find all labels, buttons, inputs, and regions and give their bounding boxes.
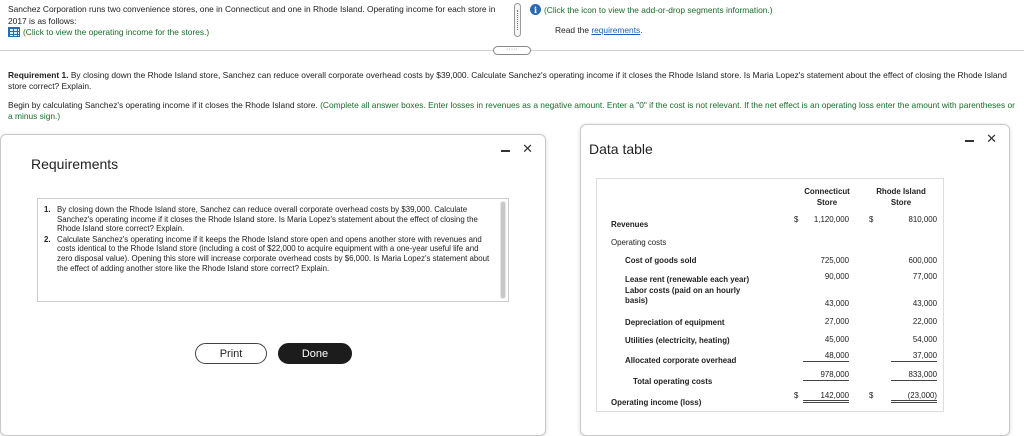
minimize-icon[interactable] — [965, 140, 974, 142]
row-label-depreciation: Depreciation of equipment — [625, 318, 725, 327]
requirements-scrollbar[interactable] — [500, 201, 506, 299]
done-button[interactable]: Done — [278, 343, 352, 364]
column-header-line: Store — [816, 198, 838, 207]
cell-utilities-ri: 54,000 — [912, 335, 937, 344]
cell-total-ct: 978,000 — [803, 370, 849, 381]
answer-instruction: (Complete all answer boxes. Enter losses in revenues as a negative amount. Enter a "0" if the cost is not relevant. If the net effect is an operating loss enter the amount with parentheses or a minus sign.) — [8, 100, 1015, 121]
begin-text: Begin by calculating Sanchez's operating income if it closes the Rhode Island store. — [8, 100, 318, 110]
operating-income-link[interactable] — [8, 27, 209, 37]
cell-overhead-ct: 48,000 — [803, 351, 849, 362]
cell-income-ri: (23,000) — [891, 391, 937, 403]
row-label-revenues: Revenues — [611, 220, 649, 229]
row-label-lease: Lease rent (renewable each year) — [625, 275, 750, 284]
operating-income-link-text[interactable]: (Click to view the operating income for the stores.) — [23, 27, 210, 37]
cell-income-ct: 142,000 — [803, 391, 849, 403]
requirements-modal — [0, 134, 546, 436]
minimize-icon[interactable] — [501, 150, 510, 152]
column-header-line: Rhode Island — [876, 187, 926, 196]
column-header-line: Connecticut — [804, 187, 850, 196]
column-header-connecticut — [792, 186, 862, 208]
segments-info-link[interactable] — [530, 4, 773, 15]
read-the-text: Read the — [555, 25, 589, 35]
requirement-1-label: Requirement 1. — [8, 70, 69, 80]
row-label-labor — [625, 286, 740, 306]
currency-symbol: $ — [869, 391, 874, 400]
cell-lease-ri: 77,000 — [912, 272, 937, 281]
begin-instruction — [8, 100, 1020, 121]
cell-overhead-ri: 37,000 — [891, 351, 937, 362]
cell-total-ri: 833,000 — [891, 370, 937, 381]
cell-lease-ct: 90,000 — [824, 272, 849, 281]
column-header-line: Store — [890, 198, 912, 207]
print-button[interactable]: Print — [195, 343, 267, 364]
requirement-text: By closing down the Rhode Island store, Sanchez can reduce overall corporate overhead costs by $39,000. Calculate Sanchez's operating income if it closes the Rhode Island store. Is Maria Lopez's statement about the effect of closing the Rhode Island store correct? Explain. — [57, 205, 478, 234]
row-label-operating-income: Operating income (loss) — [611, 398, 702, 407]
cell-depreciation-ct: 27,000 — [824, 317, 849, 326]
cell-revenues-ri: 810,000 — [908, 215, 937, 224]
problem-intro: Sanchez Corporation runs two convenience stores, one in Connecticut and one in Rhode Island. Operating income for each store in 2017 is as follows: — [8, 4, 496, 26]
segments-info-link-text[interactable]: (Click the icon to view the add-or-drop segments information.) — [544, 4, 773, 15]
row-label-operating-costs: Operating costs — [611, 238, 667, 247]
currency-symbol: $ — [794, 215, 799, 224]
currency-symbol: $ — [869, 215, 874, 224]
read-requirements-line — [555, 25, 643, 35]
data-window-controls — [965, 131, 997, 147]
row-label-line: basis) — [625, 296, 648, 305]
data-table-modal — [580, 124, 1010, 436]
requirements-link[interactable]: requirements — [591, 25, 641, 35]
cell-labor-ri: 43,000 — [912, 299, 937, 308]
column-header-rhode-island — [866, 186, 936, 208]
requirements-title: Requirements — [31, 156, 119, 172]
close-icon[interactable]: ✕ — [522, 141, 533, 156]
row-label-utilities: Utilities (electricity, heating) — [625, 336, 730, 345]
table-icon[interactable] — [8, 27, 20, 37]
cell-labor-ct: 43,000 — [824, 299, 849, 308]
cell-depreciation-ri: 22,000 — [912, 317, 937, 326]
row-label-total: Total operating costs — [633, 377, 713, 386]
cell-cogs-ri: 600,000 — [908, 256, 937, 265]
vertical-splitter[interactable] — [514, 3, 521, 37]
data-table — [596, 178, 944, 412]
cell-revenues-ct: 1,120,000 — [813, 215, 849, 224]
requirements-list-box — [37, 198, 509, 302]
requirement-item — [44, 205, 494, 234]
cell-utilities-ct: 45,000 — [824, 335, 849, 344]
requirements-window-controls — [501, 141, 533, 157]
requirement-1-body: By closing down the Rhode Island store, Sanchez can reduce overall corporate overhead costs by $39,000. Calculate Sanchez's operating income if it closes the Rhode Island store. Is Maria Lopez's statement about the effect of closing the Rhode Island store correct? Explain. — [8, 70, 1007, 91]
data-table-title: Data table — [589, 141, 653, 157]
requirement-text: Calculate Sanchez's operating income if it keeps the Rhode Island store open and opens another store with revenues and costs identical to the Rhode Island store (including a cost of $22,000 to acquire equipment with a one-year useful life and zero disposal value). Opening this store will increase corporate overhead costs by $6,000. Is Maria Lopez's statement about the effect of adding another store like the Rhode Island store correct? Explain. — [57, 234, 490, 273]
requirement-item — [44, 235, 494, 273]
requirements-list — [44, 205, 494, 273]
row-label-line: Labor costs (paid on an hourly — [625, 286, 741, 295]
info-icon[interactable]: i — [530, 4, 541, 15]
cell-cogs-ct: 725,000 — [820, 256, 849, 265]
close-icon[interactable]: ✕ — [986, 131, 997, 146]
read-period: . — [640, 25, 643, 35]
currency-symbol: $ — [794, 391, 799, 400]
row-label-cogs: Cost of goods sold — [625, 256, 697, 265]
row-label-overhead: Allocated corporate overhead — [625, 356, 737, 365]
requirement-1-text — [8, 70, 1020, 91]
requirement-number: 2. — [44, 234, 51, 244]
divider-handle[interactable]: ····· — [493, 46, 531, 55]
requirement-number: 1. — [44, 205, 51, 214]
